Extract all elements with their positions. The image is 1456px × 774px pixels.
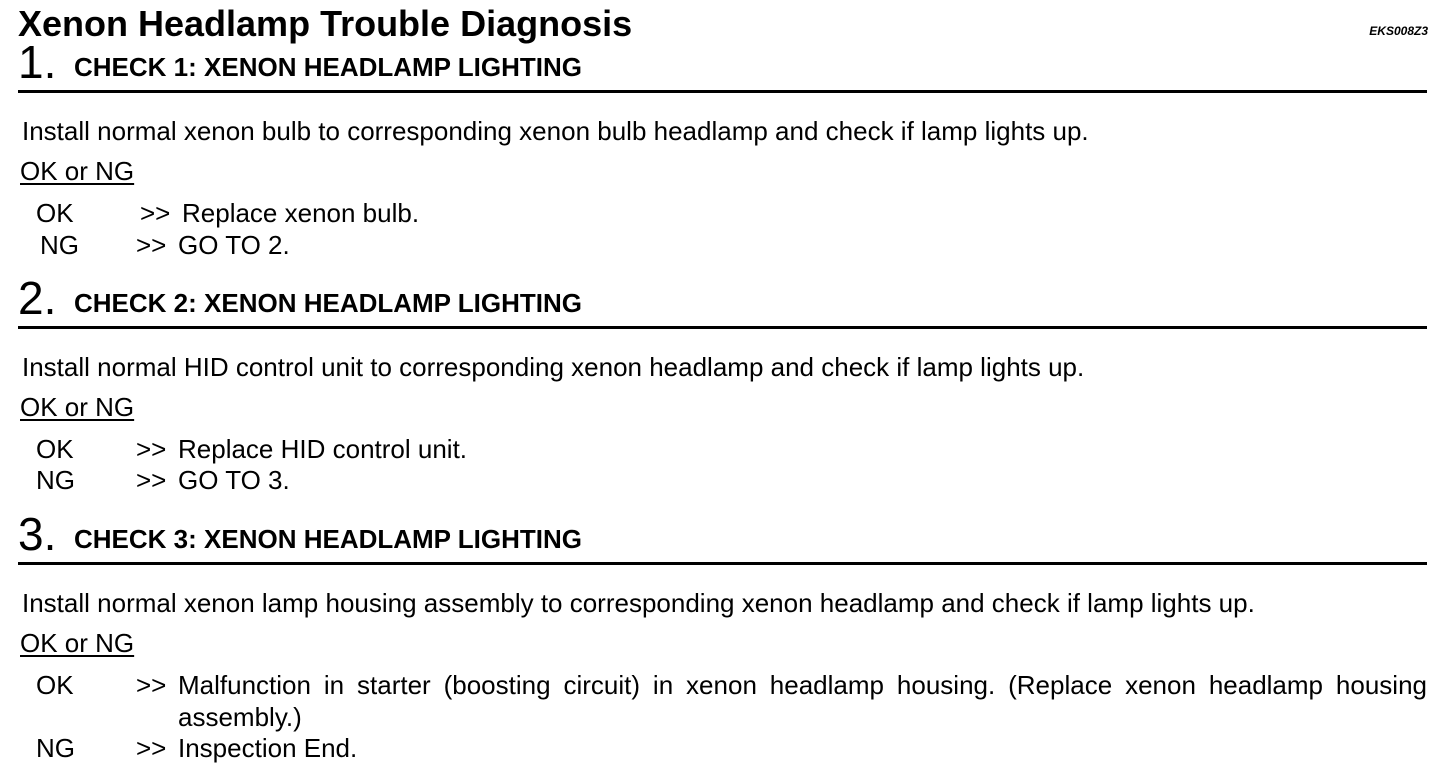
result-arrow: >> bbox=[136, 465, 167, 495]
result-key: OK bbox=[36, 434, 74, 464]
step-header bbox=[18, 272, 1427, 329]
step-instruction: Install normal xenon lamp housing assembly to corresponding xenon headlamp and check if lamp lights up. bbox=[22, 588, 1255, 618]
page-title: Xenon Headlamp Trouble Diagnosis bbox=[18, 3, 633, 44]
ok-or-ng-label: OK or NG bbox=[20, 392, 135, 422]
result-key: OK bbox=[36, 198, 74, 228]
step-header bbox=[18, 508, 1427, 565]
result-key: OK bbox=[36, 670, 74, 700]
result-arrow: >> bbox=[136, 434, 167, 464]
result-arrow: >> bbox=[140, 198, 171, 228]
step-instruction: Install normal HID control unit to corresponding xenon headlamp and check if lamp lights up. bbox=[22, 352, 1085, 382]
result-ok bbox=[18, 669, 1427, 733]
result-key: NG bbox=[36, 733, 75, 763]
diagnosis-step-1 bbox=[18, 36, 1427, 266]
step-heading: CHECK 1: XENON HEADLAMP LIGHTING bbox=[74, 52, 582, 82]
ok-or-ng-label: OK or NG bbox=[20, 156, 135, 186]
result-arrow: >> bbox=[136, 670, 167, 700]
step-heading: CHECK 3: XENON HEADLAMP LIGHTING bbox=[74, 524, 582, 554]
result-key: NG bbox=[40, 230, 79, 260]
result-ng bbox=[18, 732, 1427, 764]
result-text: Malfunction in starter (boosting circuit) in xenon headlamp housing. (Replace xenon headlamp housing assembly.) bbox=[178, 670, 1427, 732]
step-number: 1. bbox=[18, 36, 57, 88]
result-text: GO TO 3. bbox=[178, 465, 290, 495]
result-ok bbox=[18, 433, 1427, 465]
diagnosis-step-2 bbox=[18, 272, 1427, 502]
result-arrow: >> bbox=[136, 230, 167, 260]
step-header bbox=[18, 36, 1427, 93]
result-text: GO TO 2. bbox=[178, 230, 290, 260]
result-text: Inspection End. bbox=[178, 733, 358, 763]
result-text: Replace HID control unit. bbox=[178, 434, 468, 464]
result-key: NG bbox=[36, 465, 75, 495]
step-number: 2. bbox=[18, 272, 57, 324]
step-heading: CHECK 2: XENON HEADLAMP LIGHTING bbox=[74, 288, 582, 318]
result-text: Replace xenon bulb. bbox=[182, 198, 420, 228]
result-ng bbox=[18, 464, 1427, 496]
diagnosis-step-3 bbox=[18, 508, 1427, 772]
step-instruction: Install normal xenon bulb to corresponding xenon bulb headlamp and check if lamp lights up. bbox=[22, 116, 1089, 146]
result-arrow: >> bbox=[136, 733, 167, 763]
step-number: 3. bbox=[18, 508, 57, 560]
result-ng bbox=[18, 229, 1427, 261]
reference-code: EKS008Z3 bbox=[1369, 24, 1428, 38]
ok-or-ng-label: OK or NG bbox=[20, 628, 135, 658]
result-ok bbox=[18, 197, 1427, 229]
